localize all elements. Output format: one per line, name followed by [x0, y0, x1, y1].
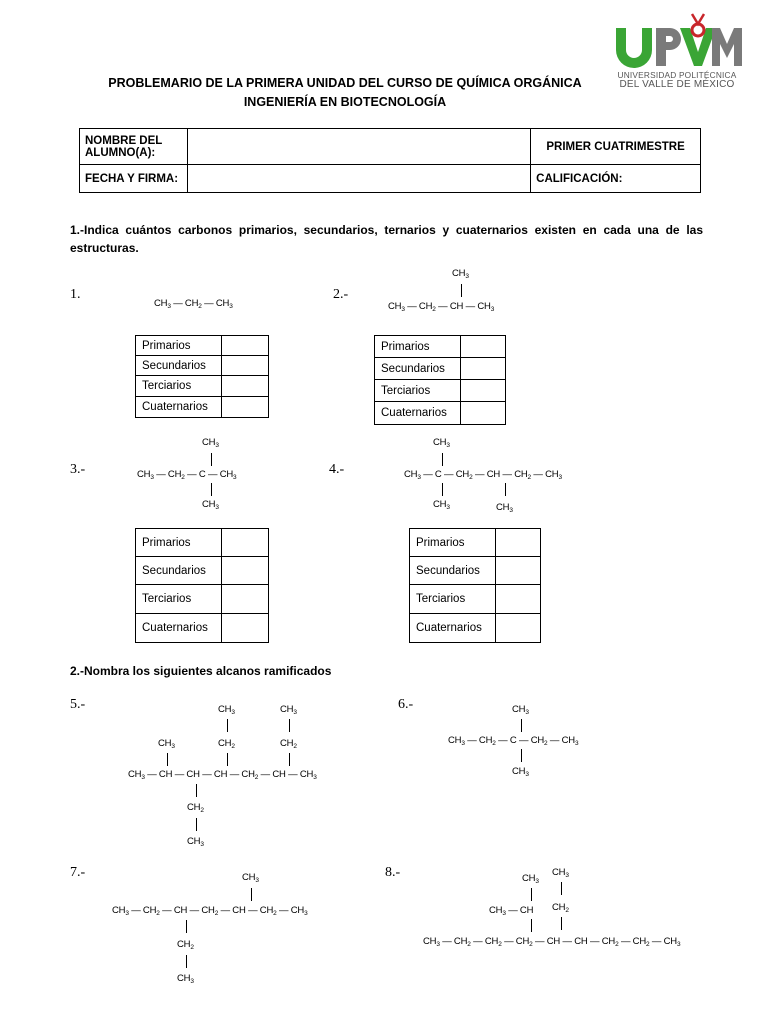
q1-secundarios-cell[interactable] [222, 356, 269, 376]
q4-formula: $CH_3$ — C — $CH_2$ — CH — $CH_2$ — $CH_3$ [404, 469, 562, 481]
q1-formula: $CH_3$ — $CH_2$ — $CH_3$ [154, 298, 233, 310]
q5-bond [227, 719, 228, 732]
q3-row-label: Secundarios [136, 557, 222, 585]
q8-branch-b-top: $CH_3$ [552, 867, 569, 879]
q4-cuaternarios-cell[interactable] [496, 614, 541, 643]
q4-bond-bottom-2 [505, 483, 506, 496]
q5-bond [289, 753, 290, 766]
q5-bond [196, 784, 197, 797]
q7-branch-top: $CH_3$ [242, 872, 259, 884]
q2-bond [461, 284, 462, 297]
question-2-number: 2.- [333, 287, 349, 302]
q2-secundarios-cell[interactable] [461, 358, 506, 380]
page-title [70, 74, 620, 112]
q7-branch-ch2: $CH_2$ [177, 939, 194, 951]
name-field[interactable] [187, 129, 530, 165]
q4-row-label: Primarios [410, 529, 496, 557]
date-field[interactable] [187, 165, 530, 193]
q5-bond [196, 818, 197, 831]
q5-branch-b-ch2: $CH_2$ [280, 738, 297, 750]
question-4-number: 4.- [329, 462, 345, 477]
q8-formula: $CH_3$ — $CH_2$ — $CH_2$ — $CH_2$ — CH — CH — $CH_2$ — $CH_2$ — $CH_3$ [423, 936, 681, 948]
q5-branch-a-ch2: $CH_2$ [218, 738, 235, 750]
q5-bond [167, 753, 168, 766]
q5-branch-c-ch3: $CH_3$ [187, 836, 204, 848]
q3-secundarios-cell[interactable] [222, 557, 269, 585]
q2-row-label: Primarios [375, 336, 461, 358]
q6-bond-top [521, 719, 522, 732]
q3-primarios-cell[interactable] [222, 529, 269, 557]
grade-label: CALIFICACIÓN: [531, 165, 701, 193]
q4-branch-bottom-2: $CH_3$ [496, 502, 513, 514]
q5-branch-b-top: $CH_3$ [280, 704, 297, 716]
q3-row-label: Cuaternarios [136, 614, 222, 643]
q8-bond [531, 888, 532, 901]
q6-bond-bottom [521, 749, 522, 762]
q1-carbon-table [135, 335, 269, 418]
q3-terciarios-cell[interactable] [222, 585, 269, 614]
q1-cuaternarios-cell[interactable] [222, 397, 269, 418]
q6-formula: $CH_3$ — $CH_2$ — C — $CH_2$ — $CH_3$ [448, 735, 579, 747]
q7-bond-top [251, 888, 252, 901]
q4-branch-top: $CH_3$ [433, 437, 450, 449]
q6-branch-top: $CH_3$ [512, 704, 529, 716]
q8-branch-a-top: $CH_3$ [522, 873, 539, 885]
q5-formula: $CH_3$ — CH — CH — CH — $CH_2$ — CH — $CH_3$ [128, 769, 317, 781]
student-info-table [79, 128, 701, 193]
q2-branch: $CH_3$ [452, 268, 469, 280]
q2-row-label: Terciarios [375, 380, 461, 402]
q2-terciarios-cell[interactable] [461, 380, 506, 402]
q3-row-label: Primarios [136, 529, 222, 557]
q7-bond-bottom-2 [186, 955, 187, 968]
logo-sub-line-1: UNIVERSIDAD POLITÉCNICA [617, 70, 737, 80]
section2-instruction: 2.-Nombra los siguientes alcanos ramificados [70, 664, 332, 678]
question-3-number: 3.- [70, 462, 86, 477]
q6-branch-bottom: $CH_3$ [512, 766, 529, 778]
q3-bond-bottom [211, 483, 212, 496]
question-1-number: 1. [70, 287, 81, 302]
q3-carbon-table [135, 528, 269, 643]
question-8-number: 8.- [385, 865, 401, 880]
question-5-number: 5.- [70, 697, 86, 712]
q2-row-label: Cuaternarios [375, 402, 461, 425]
q5-bond [227, 753, 228, 766]
q4-branch-bottom-1: $CH_3$ [433, 499, 450, 511]
q2-primarios-cell[interactable] [461, 336, 506, 358]
q8-bond [531, 919, 532, 932]
q3-cuaternarios-cell[interactable] [222, 614, 269, 643]
logo-sub-line-2: DEL VALLE DE MÉXICO [619, 79, 735, 90]
question-7-number: 7.- [70, 865, 86, 880]
q8-bond [561, 917, 562, 930]
section1-instruction: 1.-Indica cuántos carbonos primarios, secundarios, ternarios y cuaternarios existen en cada una de las estructuras. [70, 223, 703, 255]
q8-branch-a-ch: $CH_3$ — CH [489, 905, 534, 917]
q4-primarios-cell[interactable] [496, 529, 541, 557]
q4-carbon-table [409, 528, 541, 643]
q4-secundarios-cell[interactable] [496, 557, 541, 585]
q1-terciarios-cell[interactable] [222, 376, 269, 397]
q7-branch-ch3: $CH_3$ [177, 973, 194, 985]
q4-row-label: Terciarios [410, 585, 496, 614]
q3-row-label: Terciarios [136, 585, 222, 614]
q8-bond [561, 882, 562, 895]
q4-row-label: Cuaternarios [410, 614, 496, 643]
q3-bond-top [211, 453, 212, 466]
q1-row-label: Primarios [136, 336, 222, 356]
q3-branch-bottom: $CH_3$ [202, 499, 219, 511]
q2-formula: $CH_3$ — $CH_2$ — CH — $CH_3$ [388, 301, 495, 313]
date-label: FECHA Y FIRMA: [80, 165, 188, 193]
q5-branch-methyl: $CH_3$ [158, 738, 175, 750]
q1-row-label: Cuaternarios [136, 397, 222, 418]
title-line-1: PROBLEMARIO DE LA PRIMERA UNIDAD DEL CURSO DE QUÍMICA ORGÁNICA [108, 76, 582, 90]
q4-bond-bottom-1 [442, 483, 443, 496]
name-label: NOMBRE DEL ALUMNO(A): [80, 129, 188, 165]
q7-formula: $CH_3$ — $CH_2$ — CH — $CH_2$ — CH — $CH_2$ — $CH_3$ [112, 905, 308, 917]
q4-bond-top [442, 453, 443, 466]
q3-branch-top: $CH_3$ [202, 437, 219, 449]
q2-cuaternarios-cell[interactable] [461, 402, 506, 425]
q2-carbon-table [374, 335, 506, 425]
q3-formula: $CH_3$ — $CH_2$ — C — $CH_3$ [137, 469, 237, 481]
question-6-number: 6.- [398, 697, 414, 712]
q1-primarios-cell[interactable] [222, 336, 269, 356]
q1-row-label: Terciarios [136, 376, 222, 397]
q2-row-label: Secundarios [375, 358, 461, 380]
q7-bond-bottom [186, 920, 187, 933]
q4-row-label: Secundarios [410, 557, 496, 585]
title-line-2: INGENIERÍA EN BIOTECNOLOGÍA [243, 95, 447, 109]
q5-branch-a-top: $CH_3$ [218, 704, 235, 716]
q5-branch-c-ch2: $CH_2$ [187, 802, 204, 814]
q8-branch-b-ch2: $CH_2$ [552, 902, 569, 914]
logo-subtitle [612, 70, 742, 90]
q5-bond [289, 719, 290, 732]
term-label: PRIMER CUATRIMESTRE [531, 129, 701, 165]
q1-row-label: Secundarios [136, 356, 222, 376]
q4-terciarios-cell[interactable] [496, 585, 541, 614]
